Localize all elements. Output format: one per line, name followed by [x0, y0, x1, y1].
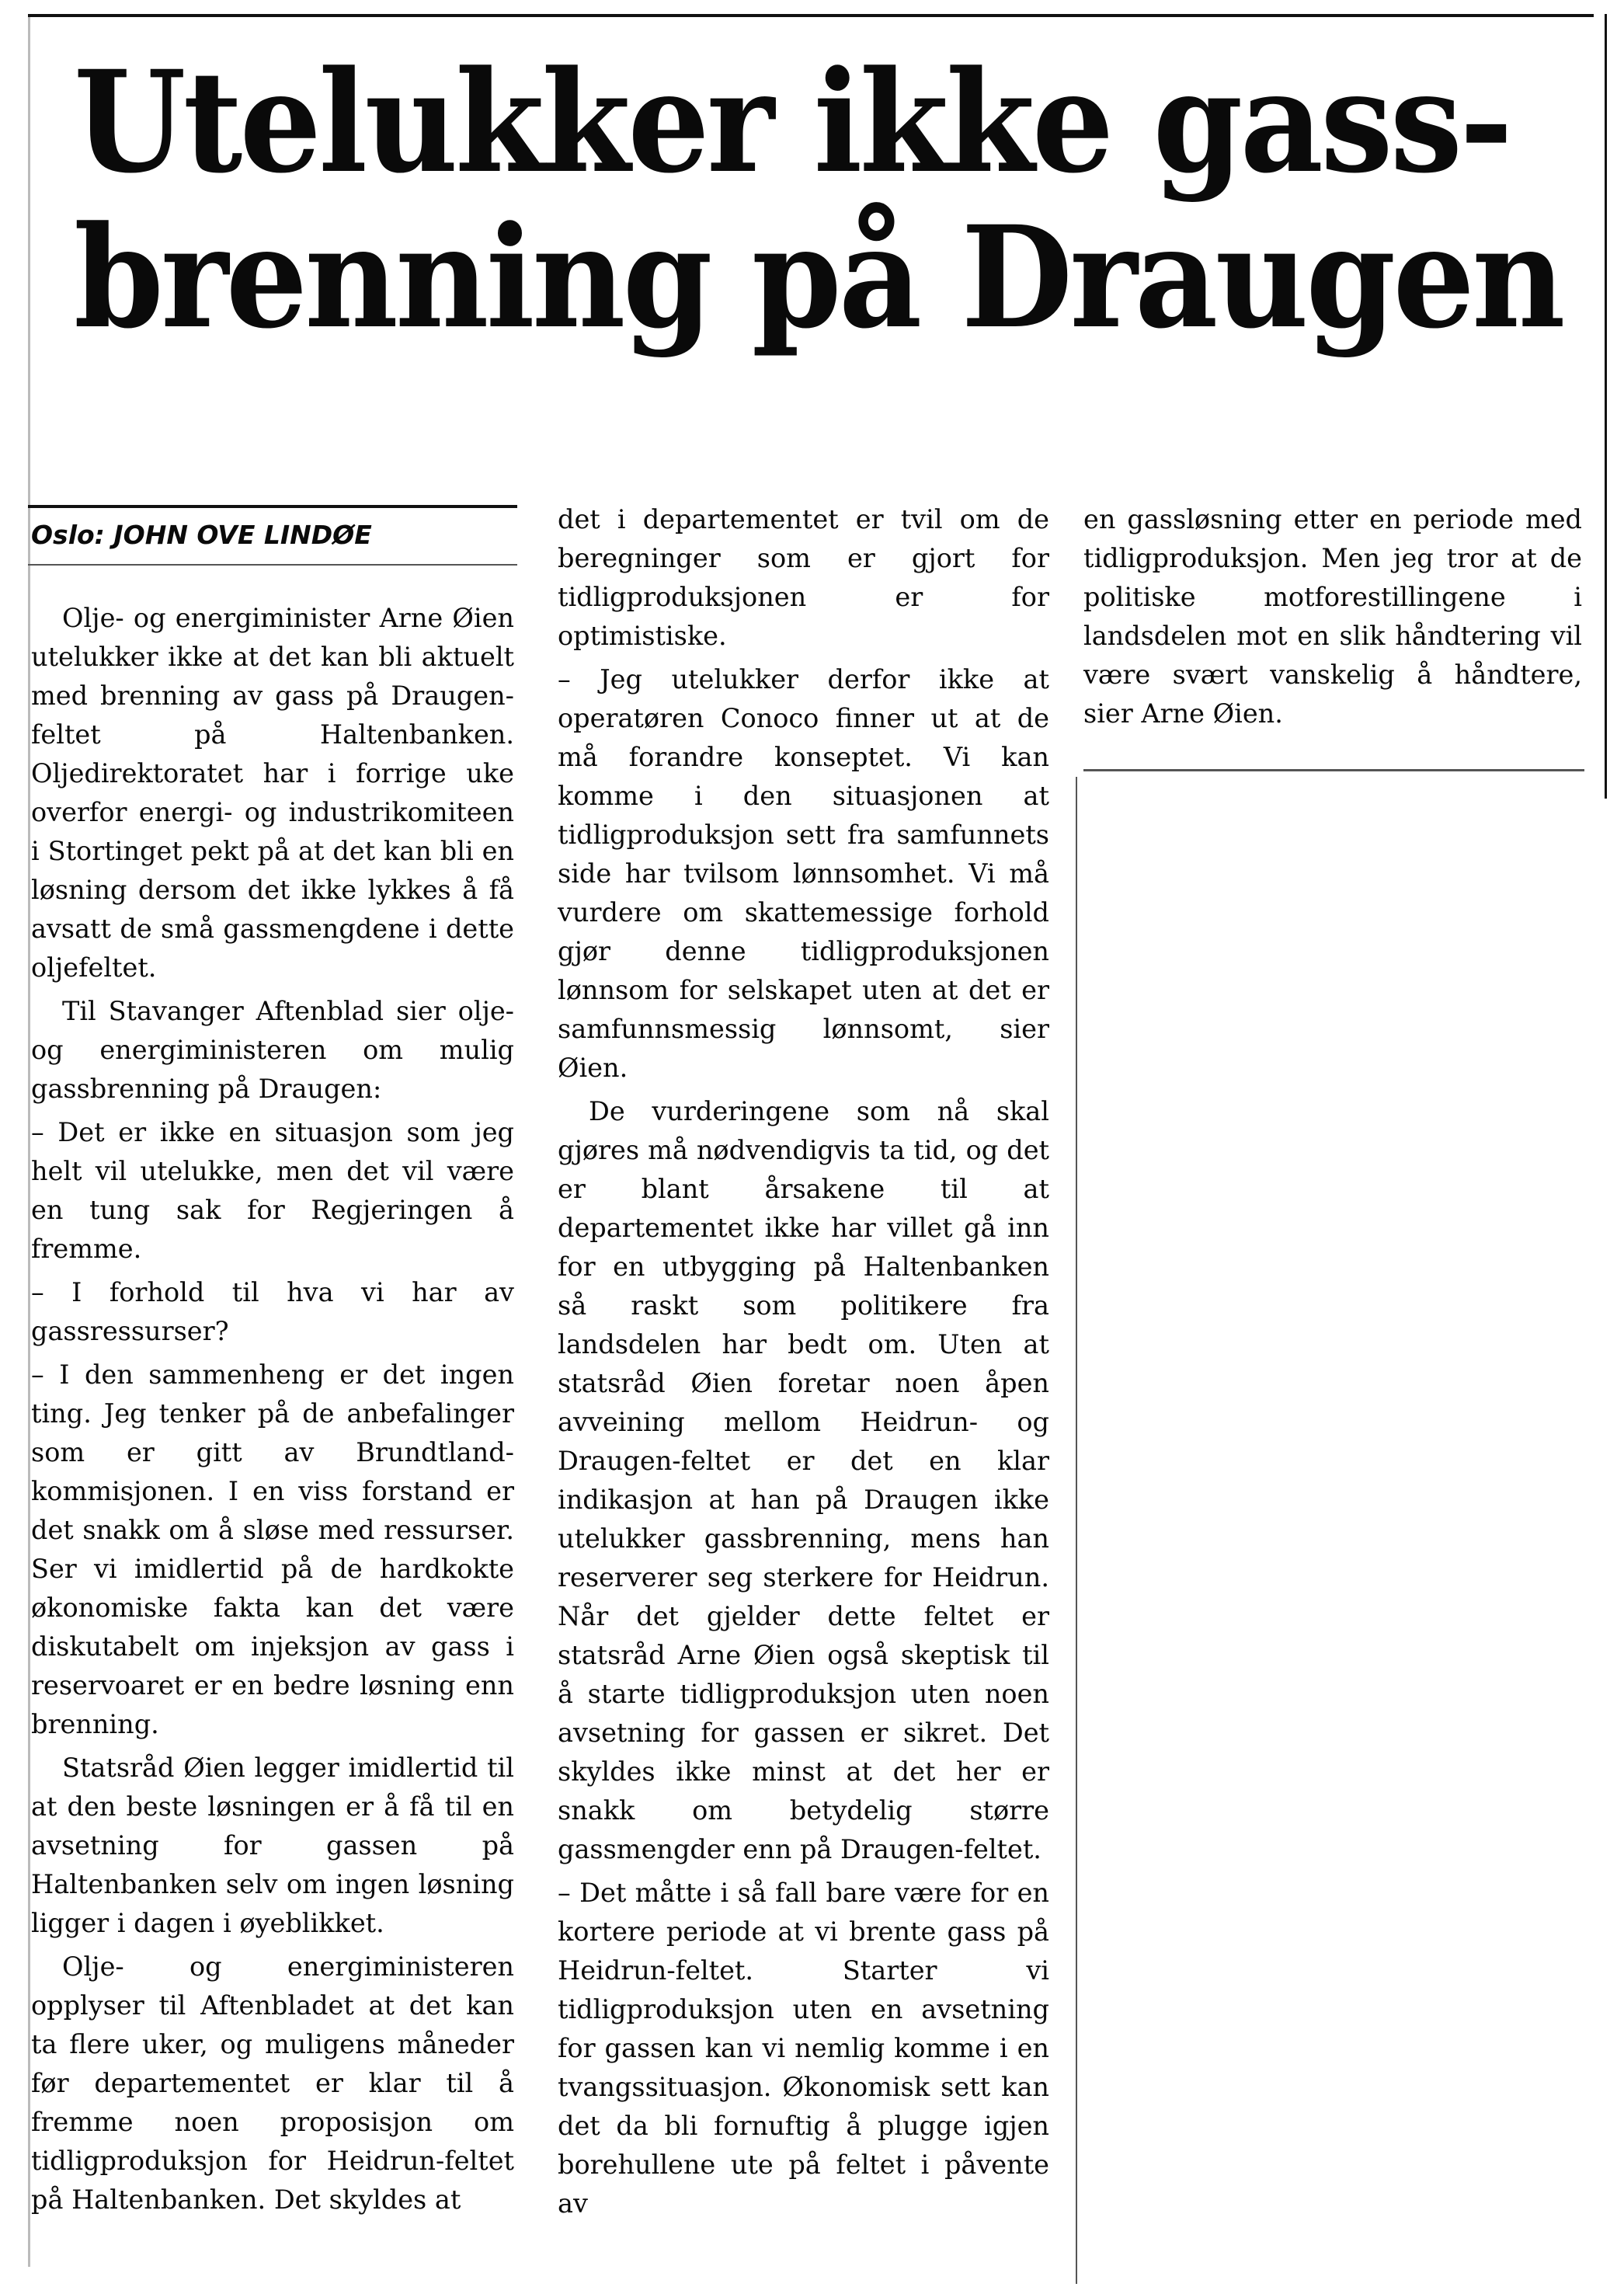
paragraph: Olje- og energiminister Arne Øien utelukker ikke at det kan bli aktuelt med brenning av gass på Draugen-feltet på Haltenbanken. Oljedirektoratet har i forrige uke overfor energi- og industrikomiteen i Stortinget pekt på at det kan bli en løsning dersom det ikke lykkes å få avsatt de små gassmengdene i dette oljefeltet. — [31, 603, 514, 983]
headline-line-2: brenning på Draugen — [74, 196, 1563, 360]
paragraph: Statsråd Øien legger imidlertid til at den beste løsningen er å få til en avsetning for gassen på Haltenbanken selv om ingen løsning ligger i dagen i øyeblikket. — [31, 1753, 514, 1938]
headline — [74, 40, 1563, 360]
paragraph: en gassløsning etter en periode med tidligproduksjon. Men jeg tror at de politiske motforestillingene i landsdelen mot en slik håndtering vil være svært vanskelig å håndtere, sier Arne Øien. — [1083, 504, 1582, 729]
paragraph: – I forhold til hva vi har av gassressurser? — [31, 1277, 514, 1346]
top-rule — [28, 14, 1594, 17]
headline-line-1: Utelukker ikke gass- — [74, 40, 1511, 204]
paragraph: De vurderingene som nå skal gjøres må nødvendigvis ta tid, og det er blant årsakene til at departementet ikke har villet gå inn for en utbygging på Haltenbanken så raskt som politikere fra landsdelen har bedt om. Uten at statsråd Øien foretar noen åpen avveining mellom Heidrun- og Draugen-feltet er det en klar indikasjon at han på Draugen ikke utelukker gassbrenning, mens han reserverer seg sterkere for Heidrun. Når det gjelder dette feltet er statsråd Arne Øien også skeptisk til å starte tidligproduksjon uten noen avsetning for gassen er sikret. Det skyldes ikke minst at det her er snakk om betydelig større gassmengder enn på Draugen-feltet. — [558, 1096, 1049, 1864]
article-column-3 — [1083, 500, 1582, 738]
paragraph: – Det måtte i så fall bare være for en kortere periode at vi brente gass på Heidrun-feltet. Starter vi tidligproduksjon uten en avsetning for gassen kan vi nemlig komme i en tvangssituasjon. Økonomisk sett kan det da bli fornuftig å plugge igjen borehullene ute på feltet i påvente av — [558, 1878, 1049, 2219]
paragraph: – I den sammenheng er det ingen ting. Jeg tenker på de anbefalinger som er gitt av Brundtland-kommisjonen. I en viss forstand er det snakk om å sløse med ressurser. Ser vi imidlertid på de hardkokte økonomiske fakta kan det være diskutabelt om injeksjon av gass i reservoaret er en bedre løsning enn brenning. — [31, 1359, 514, 1739]
right-column-rule — [1605, 14, 1607, 799]
article-column-2 — [558, 500, 1049, 2228]
byline-top-rule — [28, 505, 517, 508]
paragraph: Til Stavanger Aftenblad sier olje- og energiministeren om mulig gassbrenning på Draugen: — [31, 996, 514, 1104]
byline-bottom-rule — [28, 564, 517, 566]
page-left-edge — [28, 14, 30, 2267]
article-column-1 — [31, 599, 514, 2224]
column-divider — [1076, 777, 1077, 2284]
paragraph: det i departementet er tvil om de beregninger som er gjort for tidligproduksjonen er for optimistiske. — [558, 504, 1049, 651]
paragraph: – Jeg utelukker derfor ikke at operatøren Conoco finner ut at de må forandre konseptet. Vi kan komme i den situasjonen at tidligproduksjon sett fra samfunnets side har tvilsom lønnsomhet. Vi må vurdere om skattemessige forhold gjør denne tidligproduksjonen lønnsom for selskapet uten at det er samfunnsmessig lønnsomt, sier Øien. — [558, 664, 1049, 1083]
paragraph: Olje- og energiministeren opplyser til Aftenbladet at det kan ta flere uker, og muligens måneder før departementet er klar til å fremme noen proposisjon om tidligproduksjon for Heidrun-feltet på Haltenbanken. Det skyldes at — [31, 1951, 514, 2215]
paragraph: – Det er ikke en situasjon som jeg helt vil utelukke, men det vil være en tung sak for Regjeringen å fremme. — [31, 1117, 514, 1264]
article-end-rule — [1083, 769, 1584, 771]
byline: Oslo: JOHN OVE LINDØE — [31, 520, 372, 550]
